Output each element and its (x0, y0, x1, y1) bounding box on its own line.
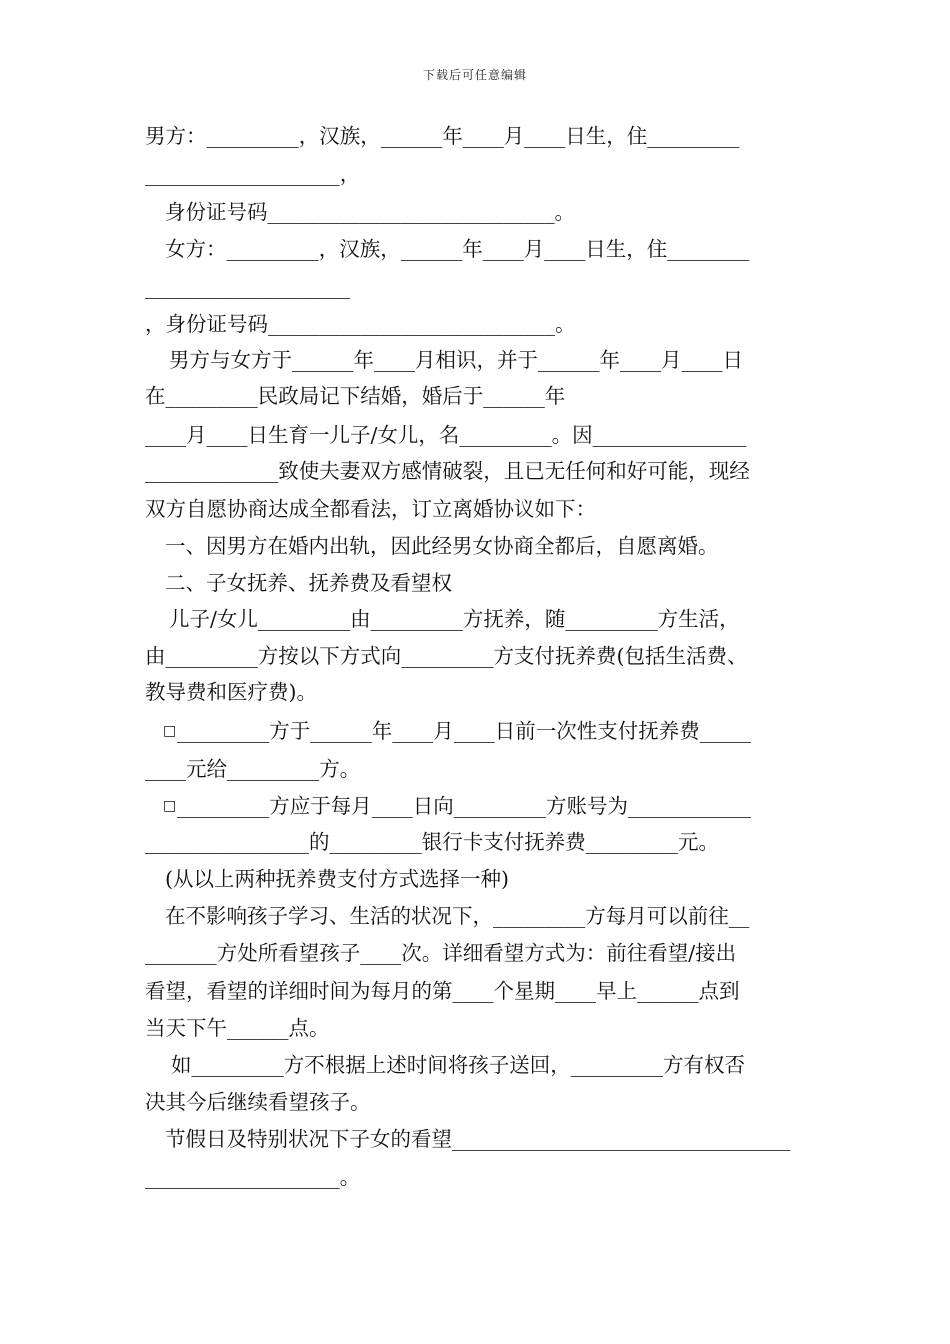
text-line (0, 568, 950, 598)
line-text: ，身份证号码____________________________。 (145, 312, 576, 336)
text-line (0, 381, 950, 411)
line-text: 儿子/女儿_________由_________方抚养，随_________方生活， (169, 607, 740, 631)
line-text: 节假日及特别状况下子女的看望_________________________________ (165, 1127, 791, 1151)
line-text: ________________的_________银行卡支付抚养费_________元。 (145, 830, 719, 854)
text-line (0, 345, 950, 375)
text-line (0, 531, 950, 561)
text-line (0, 976, 950, 1006)
text-line (0, 938, 950, 968)
line-text: 男方：_________，汉族，______年____月____日生，住_________ (145, 124, 740, 148)
text-line (0, 716, 950, 746)
line-text: ___________________， (145, 162, 361, 186)
text-line (0, 272, 950, 302)
line-text: 男方与女方于______年____月相识，并于______年____月____日 (169, 348, 743, 372)
line-text: 女方：_________，汉族，______年____月____日生，住________ (165, 237, 750, 261)
line-text: 二、子女抚养、抚养费及看望权 (165, 571, 452, 595)
text-line (0, 677, 950, 707)
line-text: _________方应于每月____日向_________方账号为____________ (177, 794, 751, 818)
line-text: _______方处所看望孩子____次。详细看望方式为：前往看望/接出 (145, 941, 737, 965)
checkbox-glyph: □ (163, 723, 177, 739)
line-text: _________方于______年____月____日前一次性支付抚养费_____ (177, 719, 751, 743)
text-line (0, 864, 950, 894)
text-line (0, 1013, 950, 1043)
line-text: 当天下午______点。 (145, 1016, 330, 1040)
text-line (0, 121, 950, 151)
line-text: 教导费和医疗费)。 (145, 680, 317, 704)
text-line (0, 420, 950, 450)
line-text: 如_________方不根据上述时间将孩子送回，_________方有权否 (171, 1053, 745, 1077)
text-line (0, 159, 950, 189)
text-line (0, 791, 950, 821)
text-line (0, 641, 950, 671)
text-line (0, 827, 950, 857)
line-text: 一、因男方在婚内出轨，因此经男女协商全都后，自愿离婚。 (165, 534, 719, 558)
checkbox-glyph: □ (163, 798, 177, 814)
line-text: (从以上两种抚养费支付方式选择一种) (165, 867, 509, 891)
text-line (0, 754, 950, 784)
page-header: 下载后可任意编辑 (422, 68, 527, 82)
line-text: 看望，看望的详细时间为每月的第____个星期____早上______点到 (145, 979, 740, 1003)
line-text: ____元给_________方。 (145, 757, 361, 781)
line-text: ____月____日生育一儿子/女儿，名_________。因_______________ (145, 423, 747, 447)
text-line (0, 234, 950, 264)
line-text: 双方自愿协商达成全都看法，订立离婚协议如下： (145, 497, 596, 521)
text-line (0, 1162, 950, 1192)
line-text: 决其今后继续看望孩子。 (145, 1090, 371, 1114)
line-text: 由_________方按以下方式向_________方支付抚养费(包括生活费、 (145, 644, 748, 668)
text-line (0, 197, 950, 227)
line-text: 在_________民政局记下结婚，婚后于______年 (145, 384, 566, 408)
line-text: ____________________ (145, 275, 350, 299)
text-line (0, 309, 950, 339)
line-text: ___________________。 (145, 1165, 361, 1189)
text-line (0, 456, 950, 486)
text-line (0, 1124, 950, 1154)
line-text: _____________致使夫妻双方感情破裂，且已无任何和好可能，现经 (145, 459, 750, 483)
text-line (0, 604, 950, 634)
line-text: 在不影响孩子学习、生活的状况下，_________方每月可以前往__ (165, 904, 750, 928)
text-line (0, 494, 950, 524)
line-text: 身份证号码____________________________。 (165, 200, 575, 224)
text-line (0, 901, 950, 931)
text-line (0, 1087, 950, 1117)
text-line (0, 1050, 950, 1080)
